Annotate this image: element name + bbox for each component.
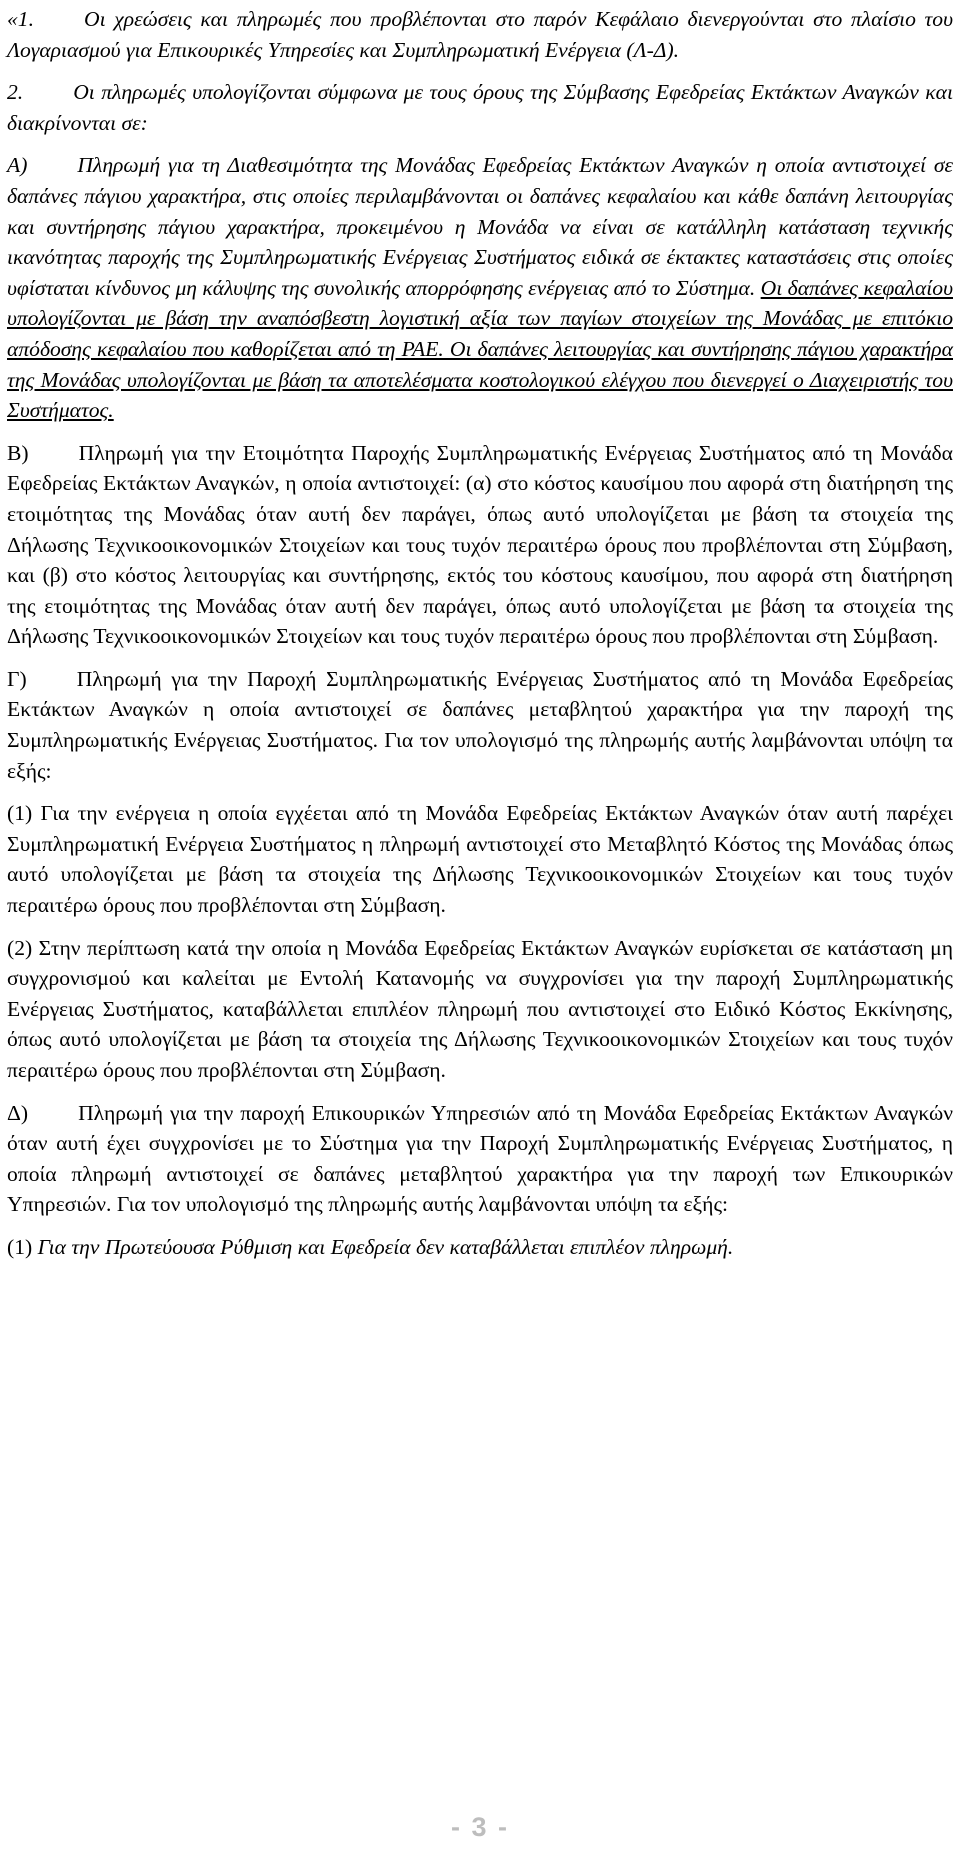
paragraph-a-text: Πληρωμή για τη Διαθεσιμότητα της Μονάδας Εφεδρείας Εκτάκτων Αναγκών η οποία αντιστοιχεί σε δαπάνες πάγιου χαρακτήρα, στις οποίες περιλαμβάνονται οι δαπάνες κεφαλαίου και κάθε δαπάνη λειτουργίας και συντήρησης πάγιου χαρακτήρα, προκειμένου η Μονάδα να είναι σε κατάλληλη κατάσταση τεχνικής ικανότητας παροχής της Συμπληρωματικής Ενέργειας Συστήματος ειδικά σε έκτακτες καταστάσεις στις οποίες υφίσταται κίνδυνος μη κάλυψης της συνολικής απορρόφησης ενέργειας από το Σύστημα. xyxy=(7,153,953,300)
paragraph-d-1-text: Για την Πρωτεύουσα Ρύθμιση και Εφεδρεία δεν καταβάλλεται επιπλέον πληρωμή. xyxy=(37,1234,734,1259)
paragraph-a-lead: Α) xyxy=(7,153,28,178)
paragraph-b-lead: Β) xyxy=(7,440,29,465)
page-number: - 3 - xyxy=(450,1812,509,1842)
paragraph-a-underlined: Οι δαπάνες κεφαλαίου υπολογίζονται με βάση την αναπόσβεστη λογιστική αξία των παγίων στοιχείων της Μονάδας με επιτόκιο απόδοσης κεφαλαίου που καθορίζεται από τη ΡΑΕ. Οι δαπάνες λειτουργίας και συντήρησης πάγιου χαρακτήρα της Μονάδας υπολογίζονται με βάση τα αποτελέσματα κοστολογικού ελέγχου που διενεργεί ο Διαχειριστής του Συστήματος. xyxy=(7,275,953,423)
paragraph-d-text: Πληρωμή για την παροχή Επικουρικών Υπηρεσιών από τη Μονάδα Εφεδρείας Εκτάκτων Αναγκών όταν αυτή έχει συγχρονίσει με το Σύστημα για την Παροχή Συμπληρωματικής Ενέργειας Συστήματος, η οποία πληρωμή αντιστοιχεί σε δαπάνες μεταβλητού χαρακτήρα για την παροχή των Επικουρικών Υπηρεσιών. Για τον υπολογισμό της πληρωμής αυτής λαμβάνονται υπόψη τα εξής: xyxy=(7,1100,953,1217)
paragraph-c xyxy=(7,664,953,786)
paragraph-d-lead: Δ) xyxy=(7,1100,29,1125)
paragraph-c-text: Πληρωμή για την Παροχή Συμπληρωματικής Ενέργειας Συστήματος από τη Μονάδα Εφεδρείας Εκτάκτων Αναγκών η οποία αντιστοιχεί σε δαπάνες μεταβλητού χαρακτήρα για την παροχή της Συμπληρωματικής Ενέργειας Συστήματος. Για τον υπολογισμό της πληρωμής αυτής λαμβάνονται υπόψη τα εξής: xyxy=(7,666,953,783)
paragraph-b-text: Πληρωμή για την Ετοιμότητα Παροχής Συμπληρωματικής Ενέργειας Συστήματος από τη Μονάδα Εφεδρείας Εκτάκτων Αναγκών, η οποία αντιστοιχεί: (α) στο κόστος καυσίμου που αφορά στη διατήρηση της ετοιμότητας της Μονάδας όταν αυτή δεν παράγει, όπως αυτό υπολογίζεται με βάση τα στοιχεία της Δήλωσης Τεχνικοοικονομικών Στοιχείων και τους τυχόν περαιτέρω όρους που προβλέπονται στη Σύμβαση, και (β) στο κόστος λειτουργίας και συντήρησης, εκτός του κόστους καυσίμου, που αφορά στη διατήρηση της ετοιμότητας της Μονάδας όταν αυτή δεν παράγει, όπως αυτό υπολογίζεται με βάση τα στοιχεία της Δήλωσης Τεχνικοοικονομικών Στοιχείων και τους τυχόν περαιτέρω όρους που προβλέπονται στη Σύμβαση. xyxy=(7,440,953,649)
paragraph-d xyxy=(7,1098,953,1220)
paragraph-2-text: 2. Οι πληρωμές υπολογίζονται σύμφωνα με τους όρους της Σύμβασης Εφεδρείας Εκτάκτων Αναγκών και διακρίνονται σε: xyxy=(7,80,953,135)
paragraph-c-lead: Γ) xyxy=(7,666,27,691)
paragraph-a xyxy=(7,150,953,425)
paragraph-b xyxy=(7,438,953,652)
paragraph-2 xyxy=(7,77,953,138)
paragraph-c-1 xyxy=(7,798,953,920)
paragraph-d-1-lead: (1) xyxy=(7,1234,33,1259)
paragraph-c-2-text: (2) Στην περίπτωση κατά την οποία η Μονάδα Εφεδρείας Εκτάκτων Αναγκών ευρίσκεται σε κατάσταση μη συγχρονισμού και καλείται με Εντολή Κατανομής να συγχρονίσει για την παροχή Συμπληρωματικής Ενέργειας Συστήματος, καταβάλλεται επιπλέον πληρωμή που αντιστοιχεί στο Ειδικό Κόστος Εκκίνησης, όπως αυτό υπολογίζεται με βάση τα στοιχεία της Δήλωσης Τεχνικοοικονομικών Στοιχείων και τους τυχόν περαιτέρω όρους που προβλέπονται στη Σύμβαση. xyxy=(7,935,953,1082)
paragraph-c-1-text: (1) Για την ενέργεια η οποία εγχέεται από τη Μονάδα Εφεδρείας Εκτάκτων Αναγκών όταν αυτή παρέχει Συμπληρωματική Ενέργεια Συστήματος η πληρωμή αντιστοιχεί στο Μεταβλητό Κόστος της Μονάδας όπως αυτό υπολογίζεται με βάση τα στοιχεία της Δήλωσης Τεχνικοοικονομικών Στοιχείων και τους τυχόν περαιτέρω όρους που προβλέπονται στη Σύμβαση. xyxy=(7,801,953,918)
paragraph-c-2 xyxy=(7,933,953,1086)
paragraph-d-1 xyxy=(7,1232,953,1263)
paragraph-1-text: «1. Οι χρεώσεις και πληρωμές που προβλέπονται στο παρόν Κεφάλαιο διενεργούνται στο πλαίσιο του Λογαριασμού για Επικουρικές Υπηρεσίες και Συμπληρωματική Ενέργεια (Λ-Δ). xyxy=(7,7,953,62)
paragraph-1 xyxy=(7,4,953,65)
